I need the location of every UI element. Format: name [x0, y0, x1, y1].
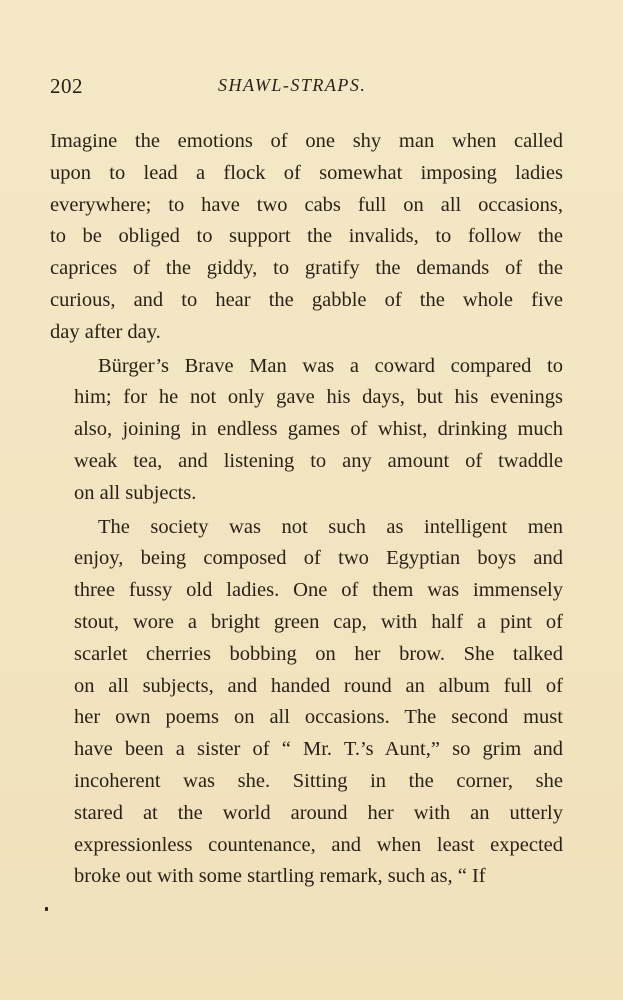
text-line: enjoy, being composed of two Egyptian boys and [74, 547, 563, 570]
text-line: Bürger’s Brave Man was a coward compared to [98, 354, 563, 377]
page-header [50, 74, 563, 104]
paragraph-2 [50, 351, 563, 510]
text-line: stout, wore a bright green cap, with half a pint of [74, 610, 563, 633]
text-line: upon to lead a flock of somewhat imposing ladies [50, 161, 563, 184]
paragraph-3 [50, 512, 563, 894]
text-line: caprices of the giddy, to gratify the demands of the [50, 257, 563, 280]
text-line: The society was not such as intelligent men [98, 515, 563, 538]
paragraph-1 [50, 126, 563, 349]
text-line: have been a sister of “ Mr. T.’s Aunt,” so grim and [74, 738, 563, 761]
text-line: curious, and to hear the gabble of the whole five [50, 288, 563, 311]
text-line: on all subjects, and handed round an album full of [74, 674, 563, 697]
text-line: on all subjects. [74, 481, 197, 504]
text-line: stared at the world around her with an utterly [74, 801, 563, 824]
text-line: weak tea, and listening to any amount of twaddle [74, 449, 563, 472]
text-line: scarlet cherries bobbing on her brow. She talked [74, 642, 563, 665]
text-line: day after day. [50, 320, 161, 343]
text-line: him; for he not only gave his days, but his evenings [74, 386, 563, 409]
ink-speck [45, 907, 48, 911]
page-number: 202 [50, 74, 83, 98]
text-line: Imagine the emotions of one shy man when called [50, 130, 563, 152]
text-line: incoherent was she. Sitting in the corner, she [74, 769, 563, 792]
running-title: SHAWL-STRAPS. [218, 75, 367, 95]
body-text [50, 126, 563, 893]
text-line: also, joining in endless games of whist, drinking much [74, 418, 563, 441]
text-line: everywhere; to have two cabs full on all occasions, [50, 193, 563, 216]
text-line: three fussy old ladies. One of them was immensely [74, 579, 563, 602]
text-line: expressionless countenance, and when least expected [74, 833, 563, 856]
text-line: to be obliged to support the invalids, to follow the [50, 225, 563, 248]
text-line: her own poems on all occasions. The second must [74, 706, 563, 729]
text-line: broke out with some startling remark, such as, “ If [74, 865, 486, 888]
